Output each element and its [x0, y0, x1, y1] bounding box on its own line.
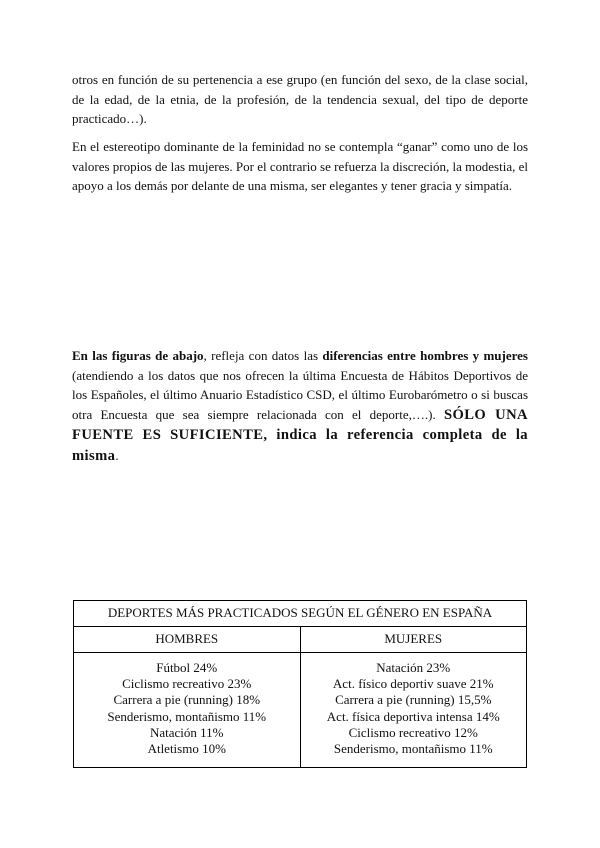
instruction-bold-2: diferencias entre hombres y mujeres — [322, 348, 528, 363]
women-sport-item: Act. física deportiva intensa 14% — [326, 708, 500, 724]
women-sport-item: Ciclismo recreativo 12% — [348, 724, 478, 740]
instruction-paragraph — [72, 346, 528, 467]
women-sport-item: Act. físico deportiv suave 21% — [332, 676, 494, 692]
column-header-men: HOMBRES — [74, 627, 301, 653]
women-sport-item: Natación 23% — [376, 660, 451, 675]
sports-by-gender-table — [73, 600, 527, 768]
instruction-text-2: (atendiendo a los datos que nos ofrecen la última Encuesta de Hábitos Deportivos de los Españoles, el último Anuario Estadístico CSD, el último Eurobarómetro o si buscas otra Encuesta que sea siempre relacionada con el deporte,….). — [72, 367, 528, 422]
table-title: DEPORTES MÁS PRACTICADOS SEGÚN EL GÉNERO EN ESPAÑA — [74, 601, 527, 627]
instruction-bold-1: En las figuras de abajo — [72, 348, 204, 363]
women-sport-item: Senderismo, montañismo 11% — [333, 741, 493, 757]
paragraph-1: otros en función de su pertenencia a ese grupo (en función del sexo, de la clase social, de la edad, de la etnia, de la profesión, de la tendencia sexual, del tipo de deporte practicado…). — [72, 72, 528, 127]
men-sport-item: Atletismo 10% — [147, 741, 226, 757]
men-sport-item: Natación 11% — [149, 724, 224, 740]
men-sport-item: Senderismo, montañismo 11% — [107, 708, 267, 724]
instruction-text-1: , refleja con datos las — [203, 348, 323, 363]
column-header-women: MUJERES — [300, 627, 527, 653]
instruction-emphasis: SÓLO UNA FUENTE ES SUFICIENTE, indica la referencia completa de la misma — [72, 406, 528, 464]
men-sports-list — [74, 653, 301, 768]
instruction-text-3: . — [115, 447, 119, 463]
men-sport-item: Ciclismo recreativo 23% — [122, 676, 252, 692]
paragraph-2: En el estereotipo dominante de la feminidad no se contempla “ganar” como uno de los valores propios de las mujeres. Por el contrario se refuerza la discreción, la modestia, el apoyo a los demás por delante de una misma, ser elegantes y tener gracia y simpatía. — [72, 139, 528, 194]
women-sports-list — [300, 653, 527, 768]
men-sport-item: Fútbol 24% — [156, 660, 218, 675]
women-sport-item: Carrera a pie (running) 15,5% — [335, 692, 492, 708]
men-sport-item: Carrera a pie (running) 18% — [113, 692, 261, 708]
